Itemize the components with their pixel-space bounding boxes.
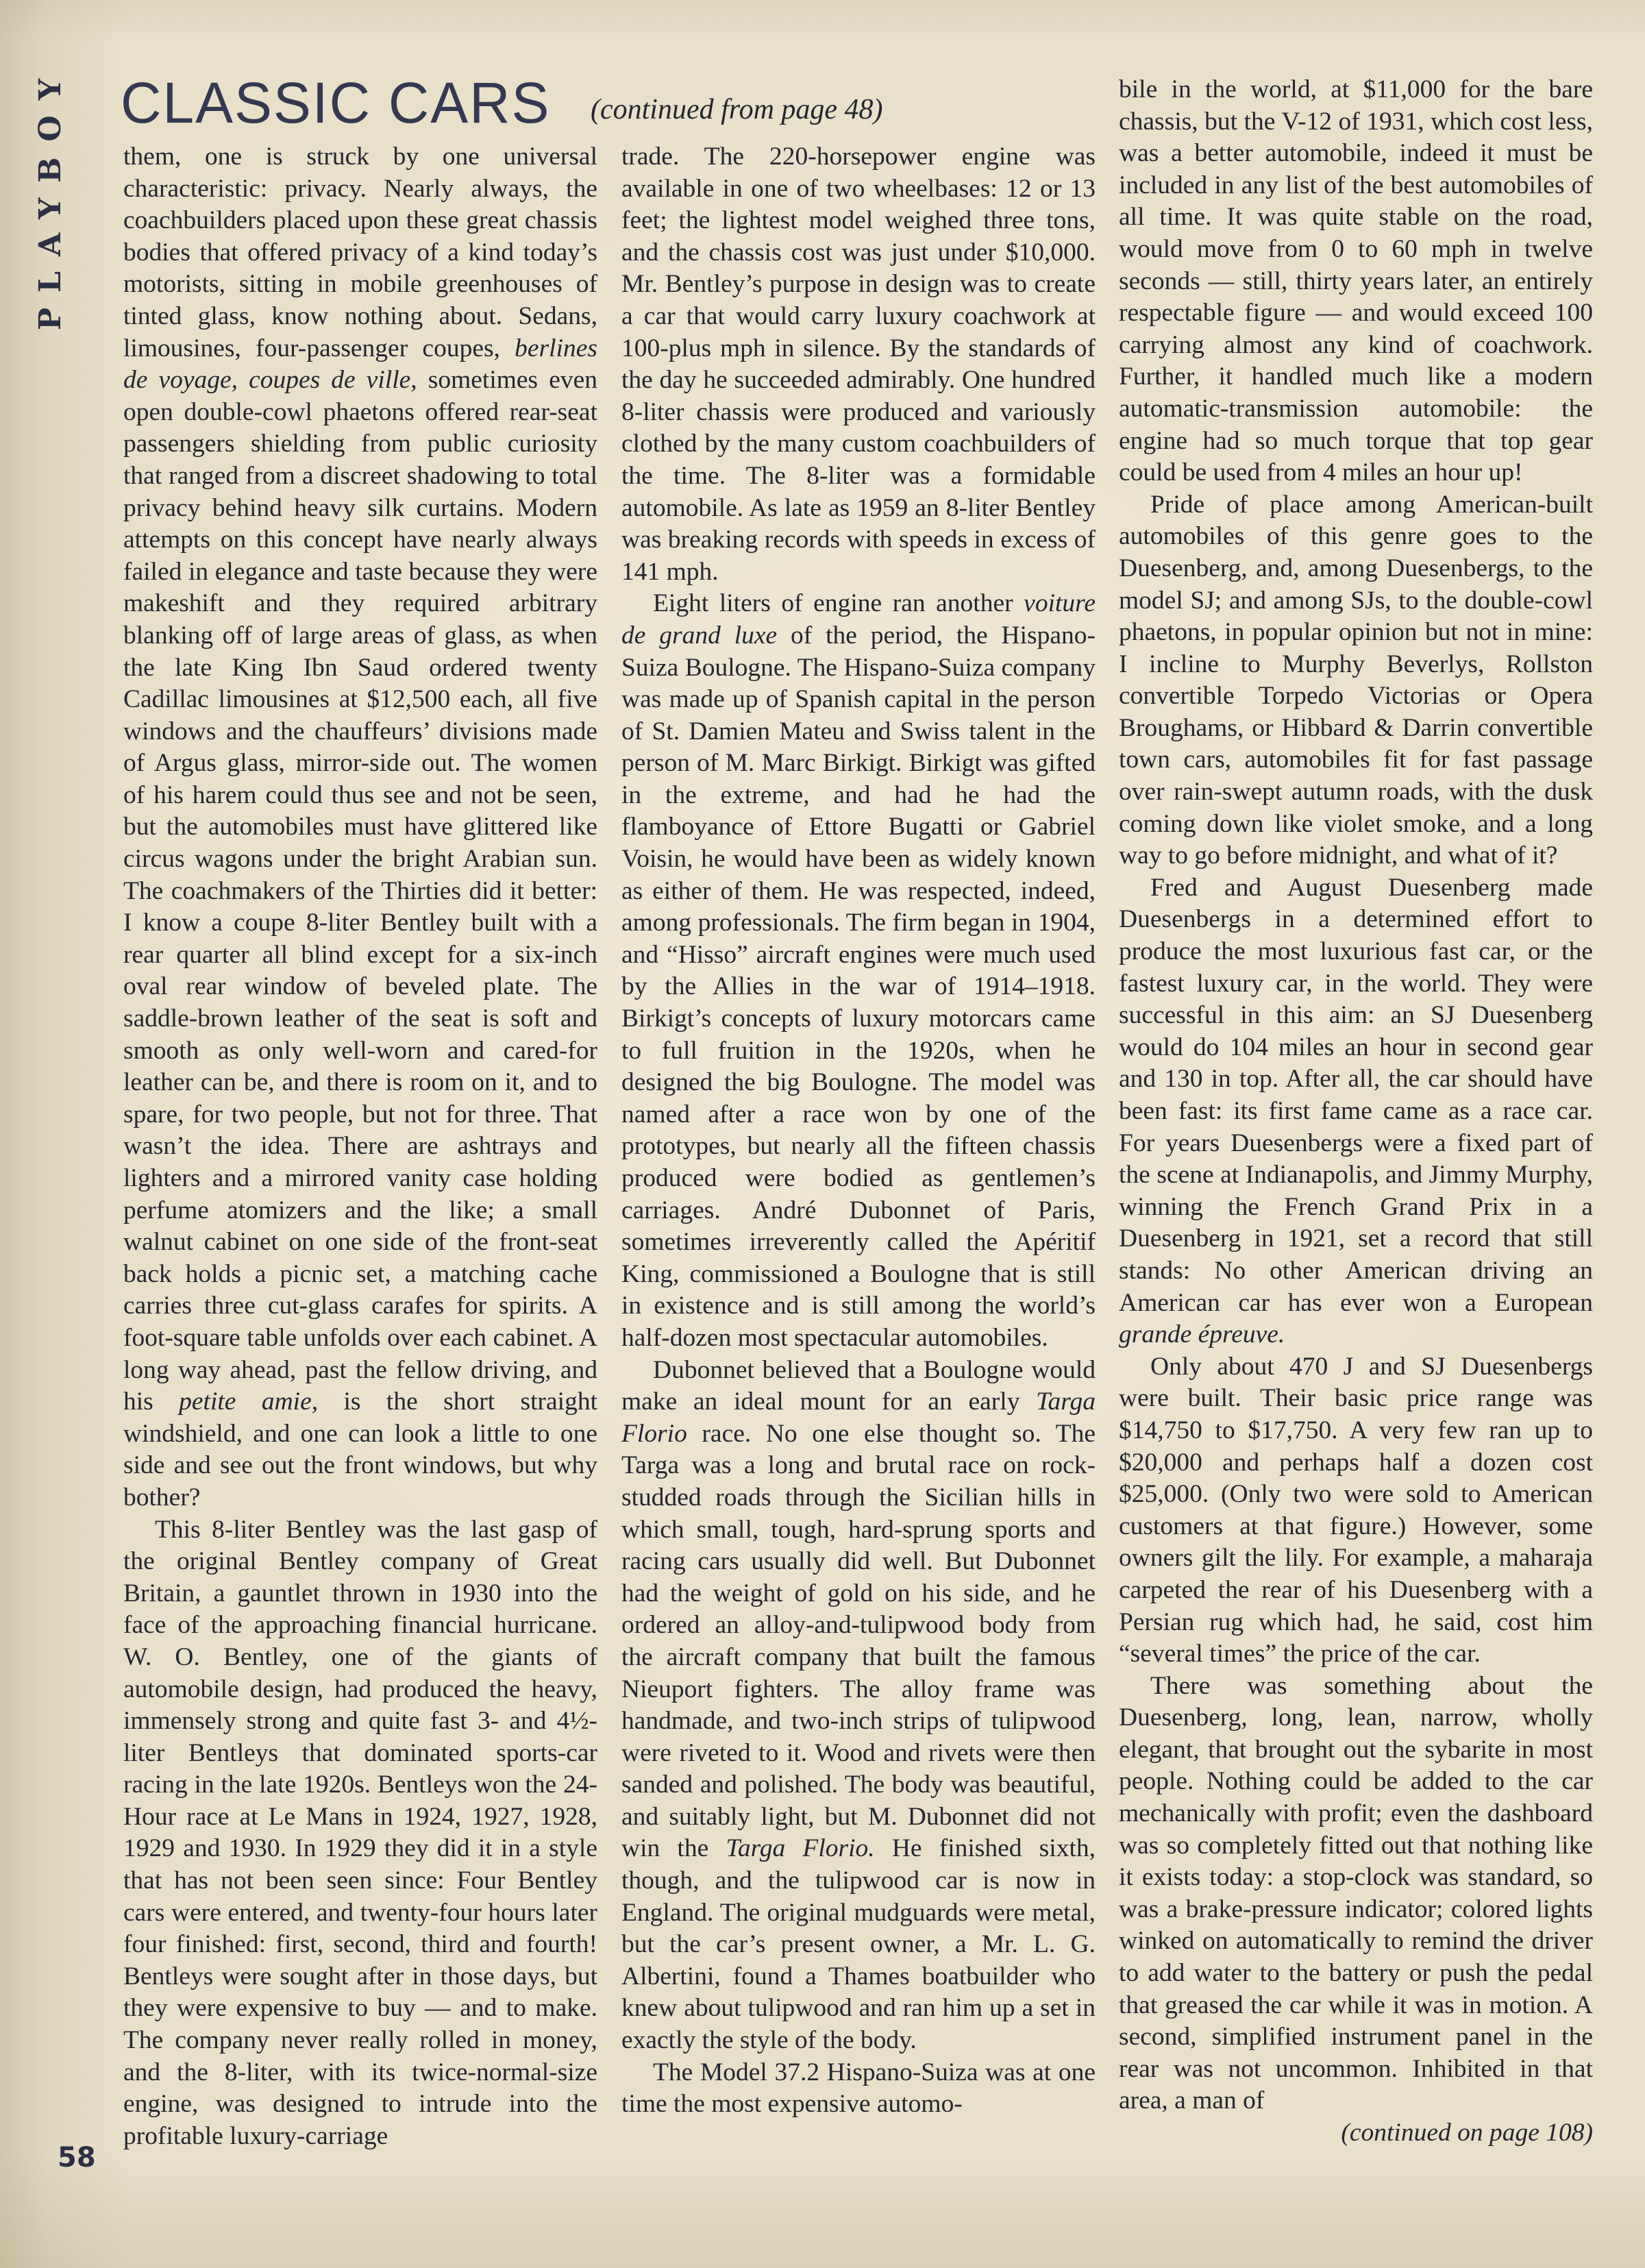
paragraph: The Model 37.2 Hispano-Suiza was at one time the most expensive automo- [621, 2058, 1096, 2119]
continued-from-note: (continued from page 48) [591, 94, 883, 125]
continued-on-note: (continued on page 108) [1341, 2119, 1593, 2147]
paragraph: Fred and August Duesenberg made Duesenbergs in a determined effort to produce the most luxurious fast car, or the fastest luxury car, in the world. They were successful in this aim: an SJ Duesenberg would do 104 miles an hour in second gear and 130 in top. After all, the car should have been fast: its first fame came as a race car. For years Duesenbergs were a fixed part of the scene at Indianapolis, and Jimmy Murphy, winning the French Grand Prix in a Duesenberg in 1921, set a record that still stands: No other American driving an American car has ever won a European grande épreuve. [1119, 873, 1593, 1349]
text-column-3 [1119, 74, 1593, 2149]
text-column-1 [123, 141, 597, 2152]
text-column-2 [621, 141, 1096, 2121]
paragraph: trade. The 220-horsepower engine was available in one of two wheelbases: 12 or 13 feet; the lightest model weighed three tons, and the chassis cost was just under $10,000. Mr. Bentley’s purpose in design was to create a car that would carry luxury coachwork at 100-plus mph in silence. By the standards of the day he succeeded admirably. One hundred 8-liter chassis were produced and variously clothed by the many custom coachbuilders of the time. The 8-liter was a formidable automobile. As late as 1959 an 8-liter Bentley was breaking records with speeds in excess of 141 mph. [621, 143, 1096, 586]
paragraph: There was something about the Duesenberg, long, lean, narrow, wholly elegant, that brought out the sybarite in most people. Nothing could be added to the car mechanically with profit; even the dashboard was so completely fitted out that nothing like it exists today: a stop-clock was standard, so was a brake-pressure indicator; colored lights winked on automatically to remind the driver to add water to the battery or push the pedal that greased the car while it was in motion. A second, simplified instrument panel in the rear was not uncommon. Inhibited in that area, a man of [1119, 1671, 1593, 2115]
magazine-spine-title: PLAYBOY [33, 63, 68, 330]
page-number: 58 [58, 2142, 96, 2173]
paragraph: Dubonnet believed that a Boulogne would make an ideal mount for an early Targa Florio race. No one else thought so. The Targa was a long and brutal race on rock-studded roads through the Sicilian hills in which small, tough, hard-sprung sports and racing cars usually did well. But Dubonnet had the weight of gold on his side, and he ordered an alloy-and-tulipwood body from the aircraft company that built the famous Nieuport fighters. The alloy frame was handmade, and two-inch strips of tulipwood were riveted to it. Wood and rivets were then sanded and polished. The body was beautiful, and suitably light, but M. Dubonnet did not win the Targa Florio. He finished sixth, though, and the tulipwood car is now in England. The original mudguards were metal, but the car’s present owner, a Mr. L. G. Albertini, found a Thames boatbuilder who knew about tulipwood and ran him up a set in exactly the style of the body. [621, 1355, 1096, 2055]
paragraph: Only about 470 J and SJ Duesenbergs were built. Their basic price range was $14,750 to $17,750. A very few ran up to $20,000 and perhaps half a dozen cost $25,000. (Only two were sold to American customers at that figure.) However, some owners gilt the lily. For example, a maharaja carpeted the rear of his Duesenberg with a Persian rug which had, he said, cost him “several times” the price of the car. [1119, 1352, 1593, 1668]
paragraph: Pride of place among American-built automobiles of this genre goes to the Duesenberg, and, among Duesenbergs, to the model SJ; and among SJs, to the double-cowl phaetons, in popular opinion but not in mine: I incline to Murphy Beverlys, Rollston convertible Torpedo Victorias or Opera Broughams, or Hibbard & Darrin convertible town cars, automobiles fit for fast passage over rain-swept autumn roads, with the dusk coming down like violet smoke, and a long way to go before midnight, and what of it? [1119, 490, 1593, 870]
paragraph: them, one is struck by one universal characteristic: privacy. Nearly always, the coachbuilders placed upon these great chassis bodies that offered privacy of a kind today’s motorists, sitting in mobile greenhouses of tinted glass, know nothing about. Sedans, limousines, four-passenger coupes, berlines de voyage, coupes de ville, sometimes even open double-cowl phaetons offered rear-seat passengers shielding from public curiosity that ranged from a discreet shadowing to total privacy behind heavy silk curtains. Modern attempts on this concept have nearly always failed in elegance and taste because they were makeshift and they required arbitrary blanking off of large areas of glass, as when the late King Ibn Saud ordered twenty Cadillac limousines at $12,500 each, all five windows and the chauffeurs’ divisions made of Argus glass, mirror-side out. The women of his harem could thus see and not be seen, but the automobiles must have glittered like circus wagons under the bright Arabian sun. The coachmakers of the Thirties did it better: I know a coupe 8-liter Bentley built with a rear quarter all blind except for a six-inch oval rear window of beveled plate. The saddle-brown leather of the seat is soft and smooth as only well-worn and cared-for leather can be, and there is room on it, and to spare, for two people, but not for three. That wasn’t the idea. There are ashtrays and lighters and a mirrored vanity case holding perfume atomizers and the like; a small walnut cabinet on one side of the front-seat back holds a picnic set, a matching cache carries three cut-glass carafes for spirits. A foot-square table unfolds over each cabinet. A long way ahead, past the fellow driving, and his petite amie, is the short straight windshield, and one can look a little to one side and see out the front windows, but why bother? [123, 143, 598, 1512]
paragraph: bile in the world, at $11,000 for the bare chassis, but the V-12 of 1931, which cost less, was a better automobile, indeed it must be included in any list of the best automobiles of all time. It was quite stable on the road, would move from 0 to 60 mph in twelve seconds — still, thirty years later, an entirely respectable figure — and would exceed 100 carrying almost any kind of coachwork. Further, it handled much like a modern automatic-transmission automobile: the engine had so much torque that top gear could be used from 4 miles an hour up! [1119, 75, 1593, 487]
paragraph: This 8-liter Bentley was the last gasp of the original Bentley company of Great Britain, a gauntlet thrown in 1930 into the face of the approaching financial hurricane. W. O. Bentley, one of the giants of automobile design, had produced the heavy, immensely strong and quite fast 3- and 4½-liter Bentleys that dominated sports-car racing in the late 1920s. Bentleys won the 24-Hour race at Le Mans in 1924, 1927, 1928, 1929 and 1930. In 1929 they did it in a style that has not been seen since: Four Bentley cars were entered, and twenty-four hours later four finished: first, second, third and fourth! Bentleys were sought after in those days, but they were expensive to buy — and to make. The company never really rolled in money, and the 8-liter, with its twice-normal-size engine, was designed to intrude into the profitable luxury-carriage [123, 1515, 597, 2150]
paragraph: Eight liters of engine ran another voiture de grand luxe of the period, the Hispano-Suiza Boulogne. The Hispano-Suiza company was made up of Spanish capital in the person of St. Damien Mateu and Swiss talent in the person of M. Marc Birkigt. Birkigt was gifted in the extreme, and had he had the flamboyance of Ettore Bugatti or Gabriel Voisin, he would have been as widely known as either of them. He was respected, indeed, among professionals. The firm began in 1904, and “Hisso” aircraft engines were much used by the Allies in the war of 1914–1918. Birkigt’s concepts of luxury motorcars came to full fruition in the 1920s, when he designed the big Boulogne. The model was named after a race won by one of the prototypes, but nearly all the fifteen chassis produced were bodied as gentlemen’s carriages. André Dubonnet of Paris, sometimes irreverently called the Apéritif King, commissioned a Boulogne that is still in existence and is still among the world’s half-dozen most spectacular automobiles. [621, 589, 1096, 1352]
article-title: CLASSIC CARS [121, 71, 551, 135]
